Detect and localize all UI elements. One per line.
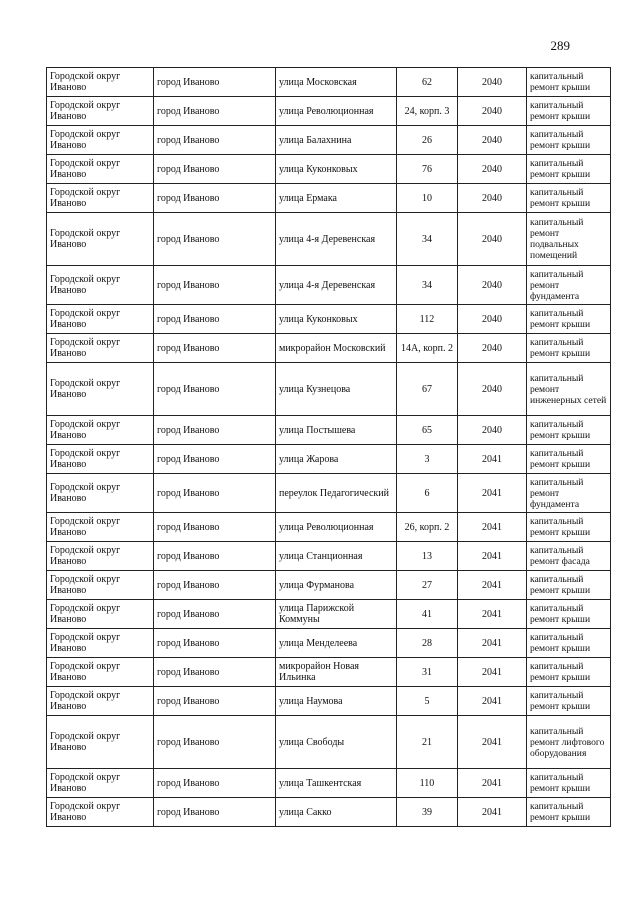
street-cell: переулок Педагогический — [276, 474, 397, 513]
city-cell: город Иваново — [154, 213, 276, 266]
work-type-cell: капитальный ремонт крыши — [527, 155, 611, 184]
work-type-cell: капитальный ремонт крыши — [527, 687, 611, 716]
city-cell: город Иваново — [154, 68, 276, 97]
street-cell: улица Парижской Коммуны — [276, 600, 397, 629]
year-cell: 2040 — [458, 126, 527, 155]
work-type-cell: капитальный ремонт фундамента — [527, 266, 611, 305]
year-cell: 2040 — [458, 184, 527, 213]
work-type-cell: капитальный ремонт крыши — [527, 629, 611, 658]
street-cell: улица Менделеева — [276, 629, 397, 658]
house-number-cell: 34 — [397, 266, 458, 305]
year-cell: 2040 — [458, 266, 527, 305]
city-cell: город Иваново — [154, 658, 276, 687]
year-cell: 2041 — [458, 687, 527, 716]
year-cell: 2041 — [458, 716, 527, 769]
year-cell: 2041 — [458, 445, 527, 474]
district-cell: Городской округ Иваново — [47, 769, 154, 798]
district-cell: Городской округ Иваново — [47, 658, 154, 687]
district-cell: Городской округ Иваново — [47, 213, 154, 266]
house-number-cell: 67 — [397, 363, 458, 416]
work-type-cell: капитальный ремонт крыши — [527, 600, 611, 629]
house-number-cell: 112 — [397, 305, 458, 334]
district-cell: Городской округ Иваново — [47, 513, 154, 542]
work-type-cell: капитальный ремонт лифтового оборудования — [527, 716, 611, 769]
city-cell: город Иваново — [154, 266, 276, 305]
year-cell: 2041 — [458, 571, 527, 600]
district-cell: Городской округ Иваново — [47, 629, 154, 658]
table-row — [47, 769, 611, 798]
year-cell: 2040 — [458, 155, 527, 184]
table-row — [47, 126, 611, 155]
house-number-cell: 39 — [397, 798, 458, 827]
district-cell: Городской округ Иваново — [47, 571, 154, 600]
year-cell: 2041 — [458, 769, 527, 798]
table-row — [47, 571, 611, 600]
district-cell: Городской округ Иваново — [47, 97, 154, 126]
city-cell: город Иваново — [154, 687, 276, 716]
district-cell: Городской округ Иваново — [47, 474, 154, 513]
street-cell: улица Революционная — [276, 97, 397, 126]
work-type-cell: капитальный ремонт крыши — [527, 769, 611, 798]
table-row — [47, 600, 611, 629]
table-row — [47, 716, 611, 769]
table-row — [47, 68, 611, 97]
city-cell: город Иваново — [154, 474, 276, 513]
table-row — [47, 97, 611, 126]
work-type-cell: капитальный ремонт крыши — [527, 68, 611, 97]
city-cell: город Иваново — [154, 126, 276, 155]
district-cell: Городской округ Иваново — [47, 363, 154, 416]
table-row — [47, 213, 611, 266]
street-cell: улица Станционная — [276, 542, 397, 571]
house-number-cell: 31 — [397, 658, 458, 687]
street-cell: улица 4-я Деревенская — [276, 213, 397, 266]
year-cell: 2041 — [458, 542, 527, 571]
district-cell: Городской округ Иваново — [47, 266, 154, 305]
house-number-cell: 34 — [397, 213, 458, 266]
street-cell: улица Куконковых — [276, 155, 397, 184]
district-cell: Городской округ Иваново — [47, 184, 154, 213]
house-number-cell: 13 — [397, 542, 458, 571]
street-cell: улица Балахнина — [276, 126, 397, 155]
house-number-cell: 21 — [397, 716, 458, 769]
street-cell: улица 4-я Деревенская — [276, 266, 397, 305]
year-cell: 2041 — [458, 474, 527, 513]
year-cell: 2040 — [458, 305, 527, 334]
house-number-cell: 24, корп. 3 — [397, 97, 458, 126]
year-cell: 2040 — [458, 334, 527, 363]
street-cell: улица Сакко — [276, 798, 397, 827]
city-cell: город Иваново — [154, 305, 276, 334]
house-number-cell: 3 — [397, 445, 458, 474]
table-row — [47, 305, 611, 334]
street-cell: улица Революционная — [276, 513, 397, 542]
district-cell: Городской округ Иваново — [47, 68, 154, 97]
work-type-cell: капитальный ремонт крыши — [527, 658, 611, 687]
year-cell: 2040 — [458, 213, 527, 266]
table-row — [47, 542, 611, 571]
table-row — [47, 687, 611, 716]
street-cell: улица Наумова — [276, 687, 397, 716]
district-cell: Городской округ Иваново — [47, 798, 154, 827]
house-number-cell: 5 — [397, 687, 458, 716]
house-number-cell: 10 — [397, 184, 458, 213]
city-cell: город Иваново — [154, 716, 276, 769]
work-type-cell: капитальный ремонт инженерных сетей — [527, 363, 611, 416]
district-cell: Городской округ Иваново — [47, 687, 154, 716]
table-row — [47, 658, 611, 687]
work-type-cell: капитальный ремонт подвальных помещений — [527, 213, 611, 266]
year-cell: 2040 — [458, 97, 527, 126]
street-cell: улица Фурманова — [276, 571, 397, 600]
table-row — [47, 266, 611, 305]
city-cell: город Иваново — [154, 571, 276, 600]
house-number-cell: 65 — [397, 416, 458, 445]
city-cell: город Иваново — [154, 363, 276, 416]
house-number-cell: 28 — [397, 629, 458, 658]
city-cell: город Иваново — [154, 542, 276, 571]
work-type-cell: капитальный ремонт крыши — [527, 334, 611, 363]
house-number-cell: 110 — [397, 769, 458, 798]
work-type-cell: капитальный ремонт крыши — [527, 126, 611, 155]
city-cell: город Иваново — [154, 445, 276, 474]
table-row — [47, 334, 611, 363]
work-type-cell: капитальный ремонт крыши — [527, 416, 611, 445]
house-number-cell: 76 — [397, 155, 458, 184]
street-cell: улица Куконковых — [276, 305, 397, 334]
page-number: 289 — [550, 38, 570, 53]
house-number-cell: 27 — [397, 571, 458, 600]
table-row — [47, 798, 611, 827]
work-type-cell: капитальный ремонт фундамента — [527, 474, 611, 513]
district-cell: Городской округ Иваново — [47, 716, 154, 769]
year-cell: 2041 — [458, 798, 527, 827]
table-row — [47, 474, 611, 513]
street-cell: улица Жарова — [276, 445, 397, 474]
work-type-cell: капитальный ремонт крыши — [527, 513, 611, 542]
street-cell: улица Ермака — [276, 184, 397, 213]
city-cell: город Иваново — [154, 334, 276, 363]
year-cell: 2041 — [458, 513, 527, 542]
district-cell: Городской округ Иваново — [47, 126, 154, 155]
house-number-cell: 6 — [397, 474, 458, 513]
district-cell: Городской округ Иваново — [47, 334, 154, 363]
table-row — [47, 363, 611, 416]
table-row — [47, 445, 611, 474]
work-type-cell: капитальный ремонт крыши — [527, 97, 611, 126]
street-cell: улица Кузнецова — [276, 363, 397, 416]
city-cell: город Иваново — [154, 629, 276, 658]
district-cell: Городской округ Иваново — [47, 305, 154, 334]
city-cell: город Иваново — [154, 513, 276, 542]
house-number-cell: 26, корп. 2 — [397, 513, 458, 542]
city-cell: город Иваново — [154, 769, 276, 798]
house-number-cell: 14А, корп. 2 — [397, 334, 458, 363]
table-row — [47, 184, 611, 213]
street-cell: улица Ташкентская — [276, 769, 397, 798]
work-type-cell: капитальный ремонт крыши — [527, 571, 611, 600]
year-cell: 2040 — [458, 416, 527, 445]
year-cell: 2041 — [458, 658, 527, 687]
district-cell: Городской округ Иваново — [47, 155, 154, 184]
work-type-cell: капитальный ремонт крыши — [527, 184, 611, 213]
street-cell: микрорайон Новая Ильинка — [276, 658, 397, 687]
work-type-cell: капитальный ремонт фасада — [527, 542, 611, 571]
district-cell: Городской округ Иваново — [47, 542, 154, 571]
table-row — [47, 629, 611, 658]
city-cell: город Иваново — [154, 416, 276, 445]
city-cell: город Иваново — [154, 97, 276, 126]
street-cell: улица Свободы — [276, 716, 397, 769]
house-number-cell: 41 — [397, 600, 458, 629]
street-cell: улица Московская — [276, 68, 397, 97]
city-cell: город Иваново — [154, 155, 276, 184]
district-cell: Городской округ Иваново — [47, 416, 154, 445]
year-cell: 2041 — [458, 629, 527, 658]
city-cell: город Иваново — [154, 184, 276, 213]
table-row — [47, 416, 611, 445]
city-cell: город Иваново — [154, 798, 276, 827]
work-type-cell: капитальный ремонт крыши — [527, 798, 611, 827]
repair-schedule-table — [46, 67, 611, 827]
table-body — [47, 68, 611, 827]
street-cell: микрорайон Московский — [276, 334, 397, 363]
year-cell: 2040 — [458, 363, 527, 416]
year-cell: 2040 — [458, 68, 527, 97]
table-row — [47, 513, 611, 542]
house-number-cell: 26 — [397, 126, 458, 155]
city-cell: город Иваново — [154, 600, 276, 629]
work-type-cell: капитальный ремонт крыши — [527, 305, 611, 334]
table-row — [47, 155, 611, 184]
year-cell: 2041 — [458, 600, 527, 629]
street-cell: улица Постышева — [276, 416, 397, 445]
district-cell: Городской округ Иваново — [47, 600, 154, 629]
house-number-cell: 62 — [397, 68, 458, 97]
work-type-cell: капитальный ремонт крыши — [527, 445, 611, 474]
district-cell: Городской округ Иваново — [47, 445, 154, 474]
